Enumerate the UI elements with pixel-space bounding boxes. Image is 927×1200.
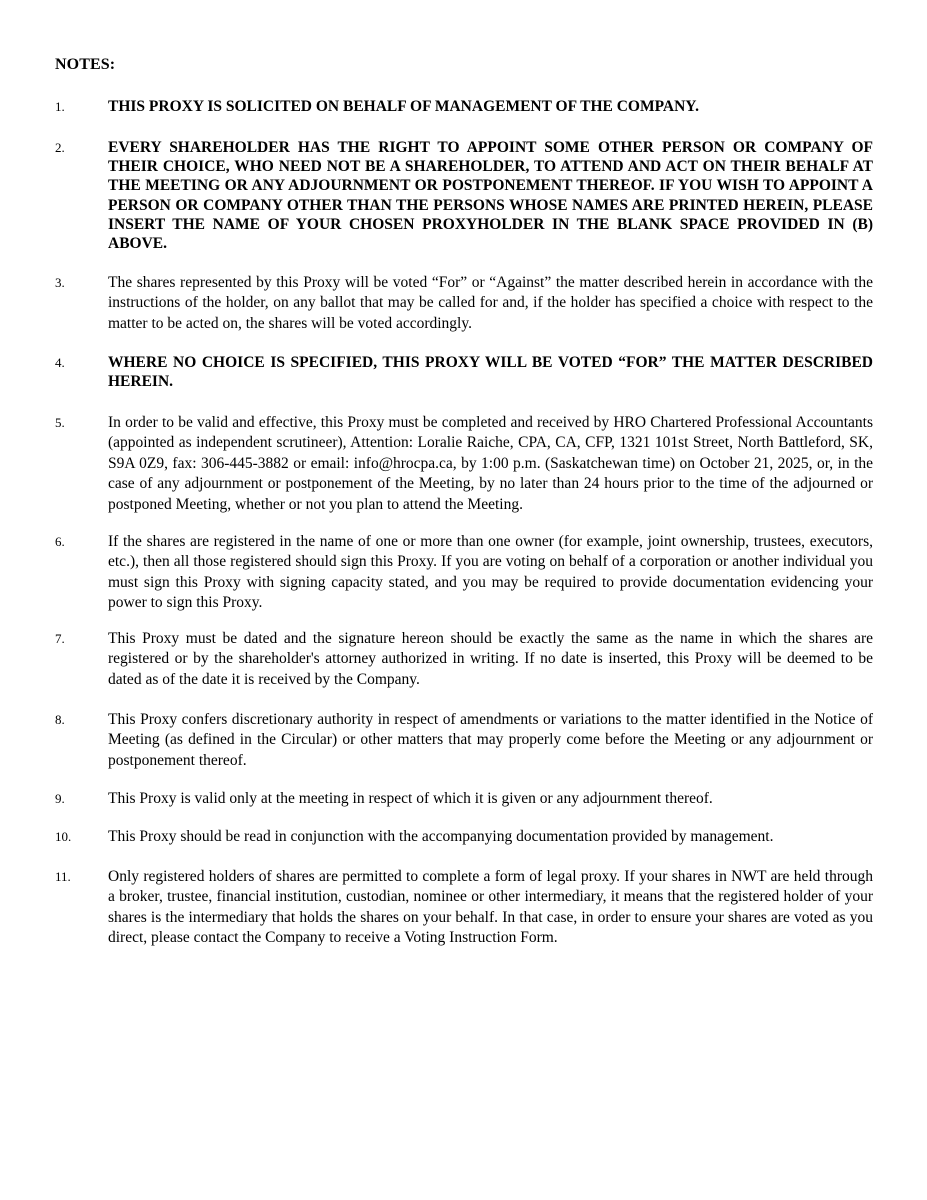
note-number: 6. [55, 534, 65, 549]
note-number: 9. [55, 791, 65, 806]
notes-heading: NOTES: [55, 56, 116, 73]
note-number: 1. [55, 99, 65, 114]
note-number: 2. [55, 140, 65, 155]
note-text: If the shares are registered in the name of one or more than one owner (for example, joint ownership, trustees, executors, etc.), then all those registered should sign this Proxy. If you are voting on behalf of a corporation or another individual you must sign this Proxy with signing capacity stated, and you may be required to provide documentation evidencing your power to sign this Proxy. [108, 533, 873, 612]
note-text: The shares represented by this Proxy will be voted “For” or “Against” the matter described herein in accordance with the instructions of the holder, on any ballot that may be called for and, if the holder has specified a choice with respect to the matter to be acted on, the shares will be voted accordingly. [108, 274, 873, 332]
note-text: THIS PROXY IS SOLICITED ON BEHALF OF MANAGEMENT OF THE COMPANY. [108, 98, 699, 115]
note-text: In order to be valid and effective, this Proxy must be completed and received by HRO Chartered Professional Accountants (appointed as independent scrutineer), Attention: Loralie Raiche, CPA, CA, CFP, 1321 101st Street, North Battleford, SK, S9A 0Z9, fax: 306-445-3882 or email: info@hrocpa.ca, by 1:00 p.m. (Saskatchewan time) on October 21, 2025, or, in the case of any adjournment or postponement of the Meeting, by no later than 24 hours prior to the time of the adjourned or postponed Meeting, whether or not you plan to attend the Meeting. [108, 414, 873, 513]
note-text: WHERE NO CHOICE IS SPECIFIED, THIS PROXY WILL BE VOTED “FOR” THE MATTER DESCRIBED HEREIN. [108, 354, 873, 391]
note-text: This Proxy confers discretionary authority in respect of amendments or variations to the matter identified in the Notice of Meeting (as defined in the Circular) or other matters that may properly come before the Meeting or any adjournment or postponement thereof. [108, 711, 873, 769]
note-number: 7. [55, 631, 65, 646]
note-number: 10. [55, 829, 72, 844]
note-text: This Proxy must be dated and the signature hereon should be exactly the same as the name in which the shares are registered or by the shareholder's attorney authorized in writing. If no date is inserted, this Proxy will be deemed to be dated as of the date it is received by the Company. [108, 630, 873, 688]
note-text: This Proxy should be read in conjunction with the accompanying documentation provided by management. [108, 828, 774, 845]
note-text: EVERY SHAREHOLDER HAS THE RIGHT TO APPOINT SOME OTHER PERSON OR COMPANY OF THEIR CHOICE, WHO NEED NOT BE A SHAREHOLDER, TO ATTEND AND ACT ON THEIR BEHALF AT THE MEETING OR ANY ADJOURNMENT OR POSTPONEMENT THEREOF. IF YOU WISH TO APPOINT A PERSON OR COMPANY OTHER THAN THE PERSONS WHOSE NAMES ARE PRINTED HEREIN, PLEASE INSERT THE NAME OF YOUR CHOSEN PROXYHOLDER IN THE BLANK SPACE PROVIDED IN (B) ABOVE. [108, 139, 873, 253]
note-number: 4. [55, 355, 65, 370]
note-text: Only registered holders of shares are permitted to complete a form of legal proxy. If your shares in NWT are held through a broker, trustee, financial institution, custodian, nominee or other intermediary, it means that the registered holder of your shares is the intermediary that holds the shares on your behalf. In that case, in order to ensure your shares are voted as you direct, please contact the Company to receive a Voting Instruction Form. [108, 868, 873, 947]
note-number: 11. [55, 869, 71, 884]
note-number: 8. [55, 712, 65, 727]
note-number: 5. [55, 415, 65, 430]
note-number: 3. [55, 275, 65, 290]
note-text: This Proxy is valid only at the meeting in respect of which it is given or any adjournment thereof. [108, 790, 713, 807]
